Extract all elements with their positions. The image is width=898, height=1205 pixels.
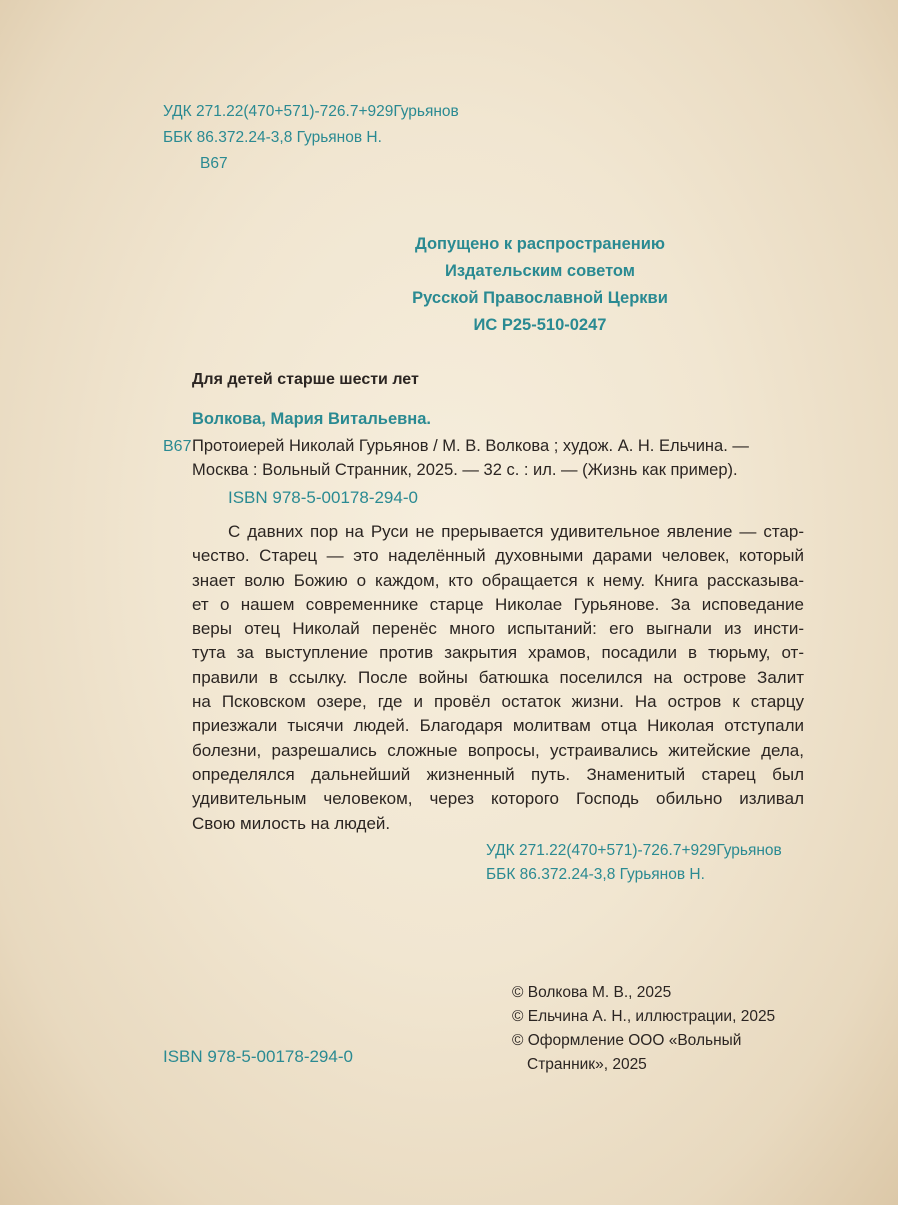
age-rating: Для детей старше шести лет	[192, 371, 419, 388]
annotation-line: знает волю Божию о каждом, кто обращается к нему. Книга рассказыва-	[192, 570, 804, 590]
entry-author: Волкова, Мария Витальевна.	[192, 410, 432, 428]
copyright-line: © Ельчина А. Н., иллюстрации, 2025	[512, 1008, 776, 1025]
approval-line-2: Издательским советом	[444, 262, 636, 280]
annotation-line: на Псковском озере, где и провёл остаток жизни. На остров к старцу	[192, 692, 804, 712]
annotation-line: правили в ссылку. После войны батюшка поселился на острове Залит	[192, 667, 804, 687]
entry-isbn: ISBN 978-5-00178-294-0	[228, 488, 418, 507]
approval-line-3: Русской Православной Церкви	[412, 289, 668, 307]
annotation-line: чество. Старец — это наделённый духовными дарами человек, который	[192, 546, 804, 566]
author-mark-top: В67	[200, 155, 228, 172]
annotation-line: определялся дальнейший жизненный путь. Знаменитый старец был	[192, 764, 804, 784]
entry-author-mark: В67	[163, 438, 192, 455]
entry-description-line-2: Москва : Вольный Странник, 2025. — 32 с. : ил. — (Жизнь как пример).	[192, 461, 738, 479]
entry-description-line-1: Протоиерей Николай Гурьянов / М. В. Волкова ; худож. А. Н. Ельчина. —	[192, 437, 749, 455]
udk-code-bottom: УДК 271.22(470+571)-726.7+929Гурьянов	[486, 842, 782, 859]
approval-line-1: Допущено к распространению	[415, 235, 665, 253]
annotation-line: удивительным человеком, через которого Господь обильно изливал	[192, 789, 804, 809]
copyright-block	[512, 981, 775, 1077]
annotation-line: С давних пор на Руси не прерывается удивительное явление — стар-	[228, 522, 804, 541]
bbk-code-bottom: ББК 86.372.24-3,8 Гурьянов Н.	[486, 866, 705, 883]
annotation-line: веры отец Николай перенёс много испытаний: его выгнали из инсти-	[192, 619, 804, 639]
annotation-line: Свою милость на людей.	[192, 813, 391, 833]
bbk-code-top: ББК 86.372.24-3,8 Гурьянов Н.	[163, 129, 382, 146]
approval-number: ИС Р25-510-0247	[473, 316, 607, 334]
annotation-line: ет о нашем современнике старце Николае Гурьянове. За исповедание	[192, 594, 804, 614]
isbn-bottom: ISBN 978-5-00178-294-0	[163, 1047, 353, 1066]
annotation-line: тута за выступление против закрытия храмов, посадили в тюрьму, от-	[192, 643, 804, 663]
annotation-paragraph	[192, 520, 804, 836]
annotation-line: приезжали тысячи людей. Благодаря молитвам отца Николая отступали	[192, 716, 804, 736]
copyright-line: © Оформление ООО «Вольный	[512, 1032, 742, 1049]
annotation-line: болезни, разрешались сложные вопросы, устраивались житейские дела,	[192, 740, 804, 760]
copyright-line: Странник», 2025	[527, 1056, 647, 1073]
udk-code-top: УДК 271.22(470+571)-726.7+929Гурьянов	[163, 103, 459, 120]
copyright-line: © Волкова М. В., 2025	[512, 984, 672, 1001]
